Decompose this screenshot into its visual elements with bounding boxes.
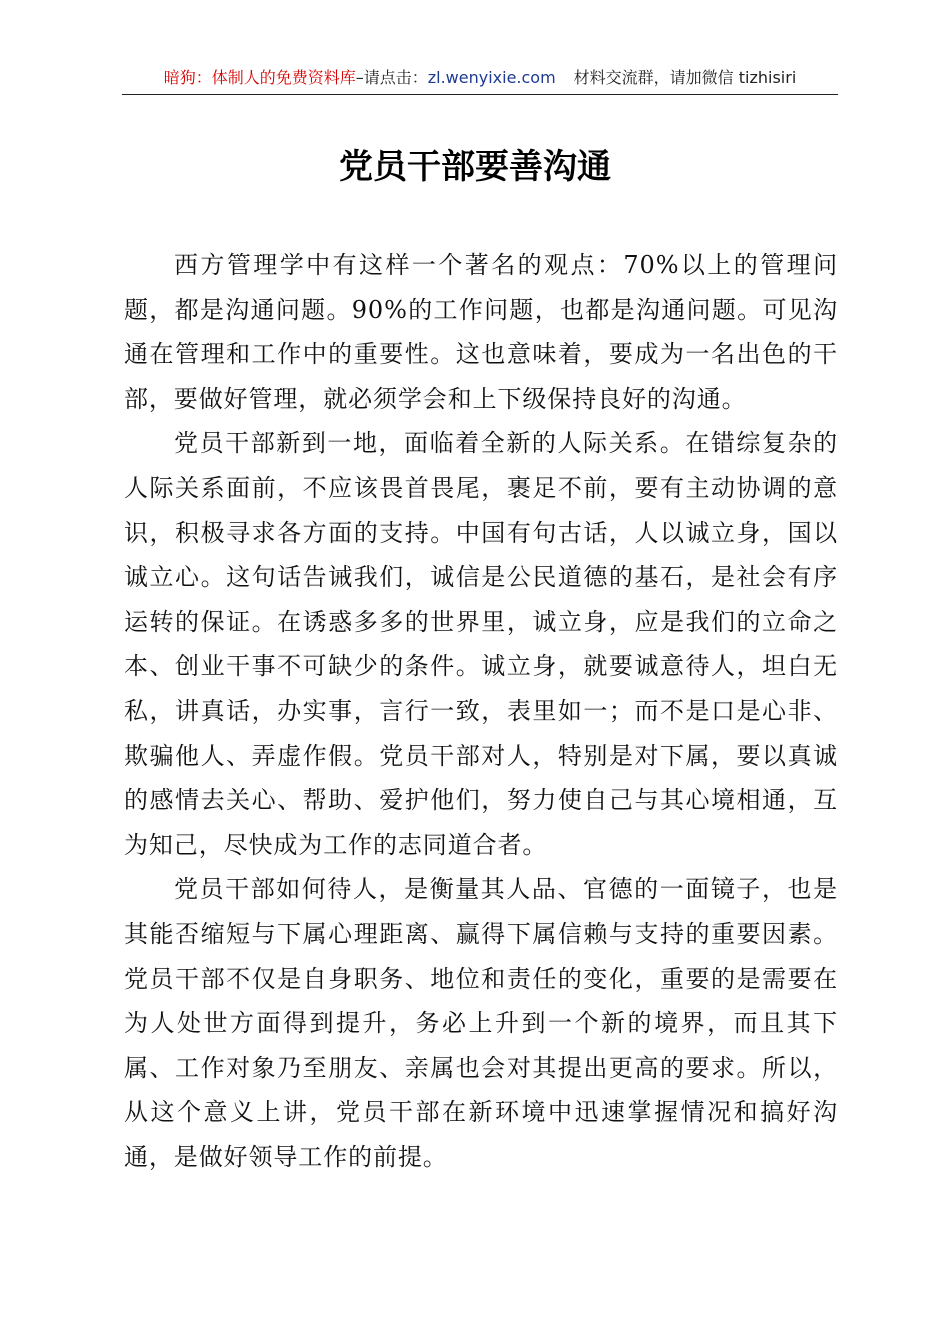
paragraph-3: 党员干部如何待人，是衡量其人品、官德的一面镜子，也是其能否缩短与下属心理距离、赢得下属信赖与支持的重要因素。党员干部不仅是自身职务、地位和责任的变化，重要的是需要在为人处世方面得到提升，务必上升到一个新的境界，而且其下属、工作对象乃至朋友、亲属也会对其提出更高的要求。所以，从这个意义上讲，党员干部在新环境中迅速掌握情况和搞好沟通，是做好领导工作的前提。 xyxy=(124,875,838,1171)
header-site-name: 暗狗：体制人的免费资料库 xyxy=(163,68,356,87)
paragraph-1: 西方管理学中有这样一个著名的观点：70%以上的管理问题，都是沟通问题。90%的工作问题，也都是沟通问题。可见沟通在管理和工作中的重要性。这也意味着，要成为一名出色的干部，要做好管理，就必须学会和上下级保持良好的沟通。 xyxy=(124,251,838,413)
document-title: 党员干部要善沟通 xyxy=(339,147,611,187)
header-click-label: –请点击： xyxy=(355,68,428,87)
paragraph-2: 党员干部新到一地，面临着全新的人际关系。在错综复杂的人际关系面前，不应该畏首畏尾，裹足不前，要有主动协调的意识，积极寻求各方面的支持。中国有句古话，人以诚立身，国以诚立心。这句话告诫我们，诚信是公民道德的基石，是社会有序运转的保证。在诱惑多多的世界里，诚立身，应是我们的立命之本、创业干事不可缺少的条件。诚立身，就要诚意待人，坦白无私，讲真话，办实事，言行一致，表里如一；而不是口是心非、欺骗他人、弄虚作假。党员干部对人，特别是对下属，要以真诚的感情去关心、帮助、爱护他们，努力使自己与其心境相通，互为知己，尽快成为工作的志同道合者。 xyxy=(124,429,838,859)
page-header xyxy=(122,66,838,95)
document-body xyxy=(124,243,838,1179)
header-url-link[interactable]: zl.wenyixie.com xyxy=(427,68,556,87)
header-group-text: 材料交流群，请加微信 tizhisiri xyxy=(573,68,797,87)
